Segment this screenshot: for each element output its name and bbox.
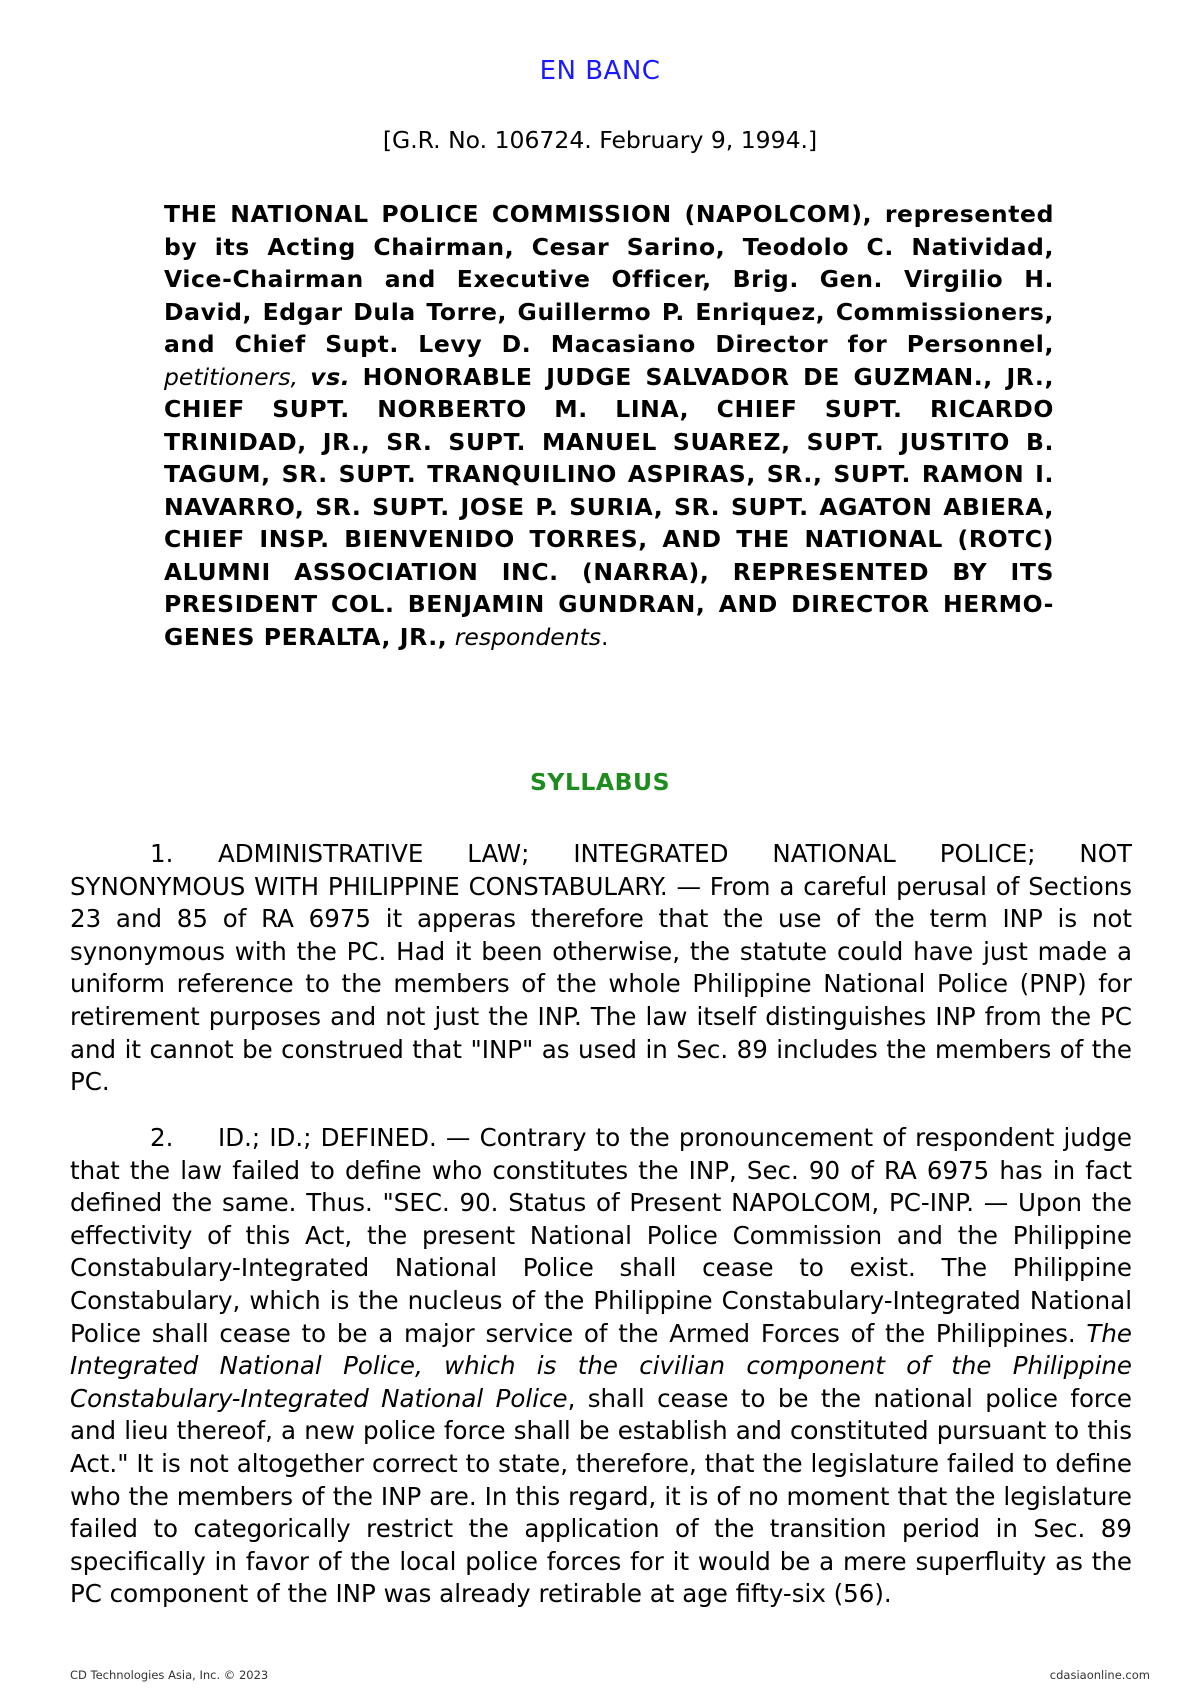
versus-label: vs. <box>310 362 351 391</box>
respondents-names: HONORABLE JUDGE SALVADOR DE GUZMAN., JR., CHIEF SUPT. NORBERTO M. LINA, CHIEF SUPT. RICARDO TRINIDAD, JR., SR. SUPT. MANUEL SUAREZ, SUPT. JUSTITO B. TAGUM, SR. SUPT. TRANQUILINO ASPIRAS, SR., SUPT. RAMON I. NAVARRO, SR. SUPT. JOSE P. SURIA, SR. SUPT. AGATON ABIERA, CHIEF INSP. BIENVENIDO TORRES, AND THE NATIONAL (ROTC) ALUMNI ASSOCIATION INC. (NARRA), REPRESENTED BY ITS PRESIDENT COL. BENJAMIN GUNDRAN, AND DIRECTOR HERMO-GENES PERALTA, JR., <box>164 362 1054 651</box>
syllabus-item-text: ADMINISTRATIVE LAW; INTEGRATED NATIONAL POLICE; NOT SYNONYMOUS WITH PHILIPPINE CONSTABULARY. — From a careful perusal of Sections 23 and 85 of RA 6975 it apperas therefore that the use of the term INP is not synonymous with the PC. Had it been otherwise, the statute could have just made a uniform reference to the members of the whole Philippine National Police (PNP) for retirement purposes and not just the INP. The law itself distinguishes INP from the PC and it cannot be construed that "INP" as used in Sec. 89 includes the members of the PC. <box>70 839 1132 1097</box>
petitioners-label: petitioners, <box>164 362 298 391</box>
case-number: [G.R. No. 106724. February 9, 1994.] <box>382 126 818 154</box>
syllabus-item-number: 2. <box>150 1123 174 1152</box>
petitioners-names: THE NATIONAL POLICE COMMISSION (NAPOLCOM), represented by its Acting Chairman, Cesar Sarino, Teodolo C. Natividad, Vice-Chairman and Executive Officer, Brig. Gen. Virgilio H. David, Edgar Dula Torre, Guillermo P. Enriquez, Commissioners, and Chief Supt. Levy D. Macasiano Director for Personnel, <box>164 200 1054 358</box>
caption-end: . <box>601 622 609 651</box>
syllabus-item-2 <box>70 1122 1132 1611</box>
syllabus-heading: SYLLABUS <box>530 768 670 796</box>
syllabus-item-text-continued: , shall cease to be the national police force and lieu thereof, a new police force shall be establish and constituted pursuant to this Act." It is not altogether correct to state, therefore, that the legislature failed to define who the members of the INP are. In this regard, it is of no moment that the legislature failed to categorically restrict the application of the transition period in Sec. 89 specifically in favor of the local police forces for it would be a mere superfluity as the PC component of the INP was already retirable at age fifty-six (56). <box>70 1383 1133 1609</box>
case-caption <box>164 198 1054 653</box>
court-division-heading: EN BANC <box>539 56 661 86</box>
syllabus-item-number: 1. <box>150 839 174 868</box>
footer-website: cdasiaonline.com <box>1049 1668 1150 1682</box>
footer-copyright: CD Technologies Asia, Inc. © 2023 <box>70 1668 269 1682</box>
syllabus-item-italic-quote: The Integrated National Police, which is the civilian component of the Philippine Constabulary-Integrated National Police <box>70 1318 1132 1413</box>
syllabus-item-text: ID.; ID.; DEFINED. — Contrary to the pronouncement of respondent judge that the law failed to define who constitutes the INP, Sec. 90 of RA 6975 has in fact defined the same. Thus. "SEC. 90. Status of Present NAPOLCOM, PC-INP. — Upon the effectivity of this Act, the present National Police Commission and the Philippine Constabulary-Integrated National Police shall cease to exist. The Philippine Constabulary, which is the nucleus of the Philippine Constabulary-Integrated National Police shall cease to be a major service of the Armed Forces of the Philippines. <box>70 1123 1132 1348</box>
syllabus-item-1 <box>70 838 1132 1099</box>
respondents-label: respondents <box>454 622 602 651</box>
